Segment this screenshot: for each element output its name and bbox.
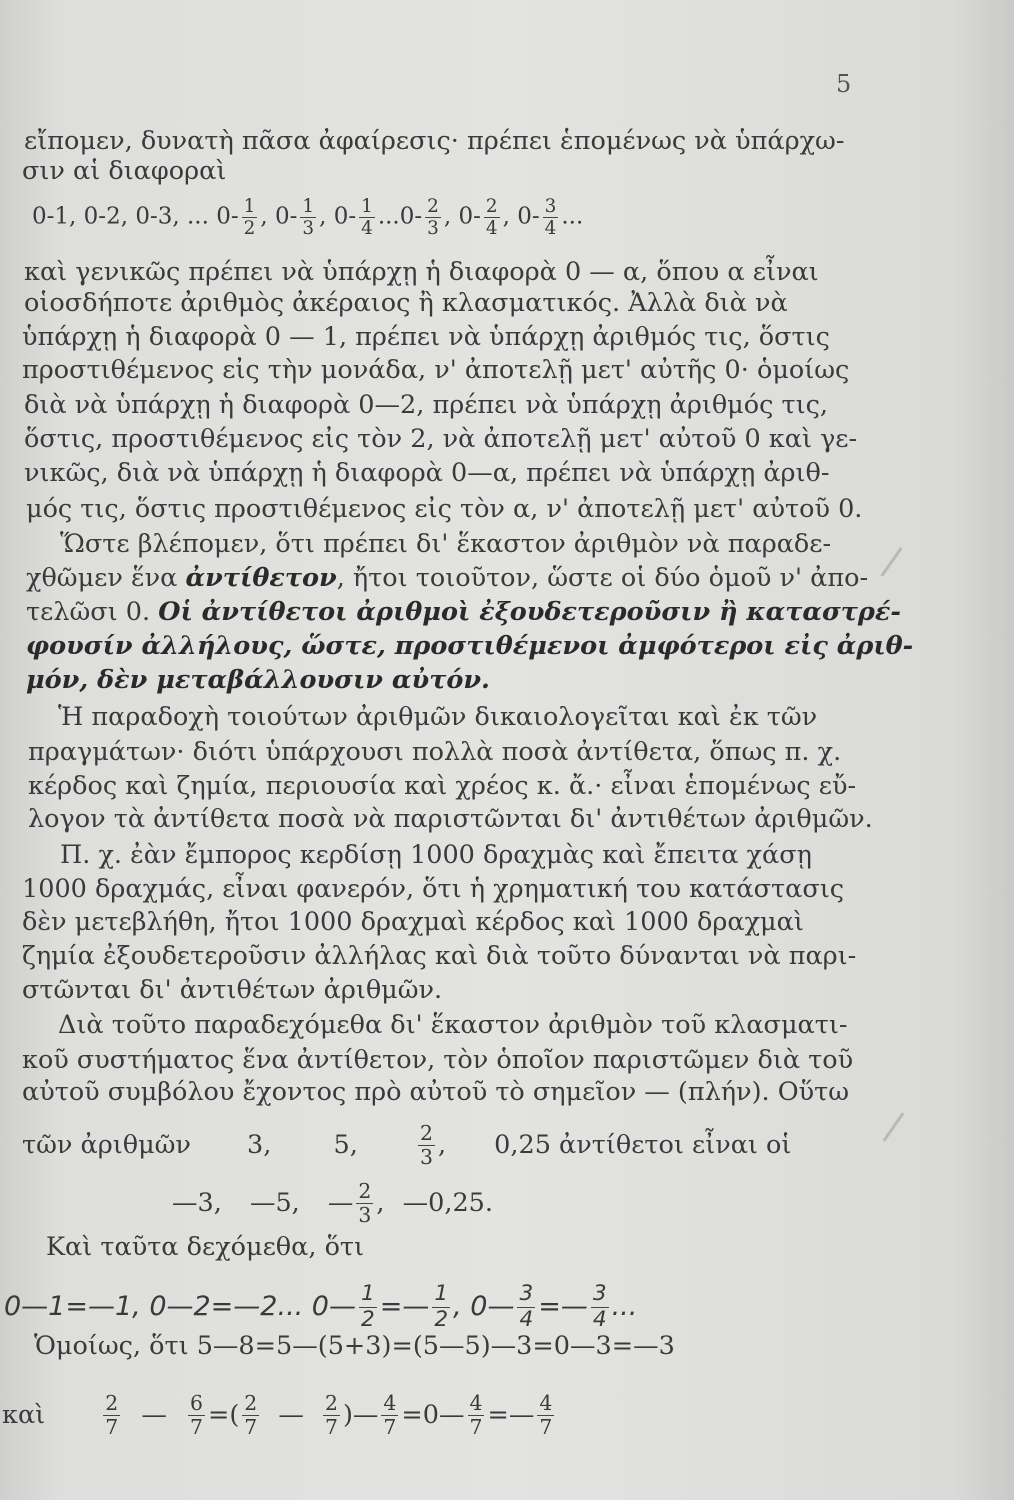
text-line: κέρδος καὶ ζημία, περιουσία καὶ χρέος κ. ἄ.· εἶναι ἑπομένως εὔ- [28,771,857,801]
text-line: Ὁμοίως, ὅτι 5—8=5—(5+3)=(5—5)—3=0—3=—3 [34,1331,675,1361]
definition-text: φουσίν ἀλλήλους, ὥστε, προστιθέμενοι ἀμφότεροι εἰς ἀριθ- [26,631,914,661]
text-line: νικῶς, διὰ νὰ ὑπάρχῃ ἡ διαφορὰ 0—α, πρέπει νὰ ὑπάρχῃ ἀριθ- [24,458,830,488]
text-line: Διὰ τοῦτο παραδεχόμεθα δι' ἕκαστον ἀριθμὸν τοῦ κλασματι- [58,1010,848,1040]
text-line: ὅστις, προστιθέμενος εἰς τὸν 2, νὰ ἀποτελῇ μετ' αὐτοῦ 0 καὶ γε- [24,424,858,454]
emphasis-antitheton: ἀντίθετον [185,563,337,593]
text-line: Ἡ παραδοχὴ τοιούτων ἀριθμῶν δικαιολογεῖται καὶ ἐκ τῶν [58,702,818,732]
text-line: πραγμάτων· διότι ὑπάρχουσι πολλὰ ποσὰ ἀντίθετα, ὅπως π. χ. [28,737,842,767]
text-line: λογον τὰ ἀντίθετα ποσὰ νὰ παριστῶνται δι' ἀντιθέτων ἀριθμῶν. [28,804,873,834]
text-line: διὰ νὰ ὑπάρχῃ ἡ διαφορὰ 0—2, πρέπει νὰ ὑπάρχῃ ἀριθμός τις, [24,390,828,420]
text-line: Ὥστε βλέπομεν, ὅτι πρέπει δι' ἕκαστον ἀριθμὸν νὰ παραδε- [60,529,832,559]
definition-text: μόν, δὲν μεταβάλλουσιν αὐτόν. [26,665,490,695]
equation-differences: 0-1, 0-2, 0-3, ... 0- $\frac{1}{2}$ , 0- $\frac{1}{3}$ , 0- $\frac{1}{4}$ ...0- $\frac{2}{3}$ , 0- $\frac{2}{4}$ , 0- $\frac{3}{4}$ ... [32,196,584,240]
text-line: ζημία ἐξουδετεροῦσιν ἀλλήλας καὶ διὰ τοῦτο δύνανται νὰ παρι- [22,941,857,971]
text-line: αὐτοῦ συμβόλου ἔχοντος πρὸ αὐτοῦ τὸ σημεῖον — (πλήν). Οὕτω [22,1077,850,1107]
text-line: μός τις, ὅστις προστιθέμενος εἰς τὸν α, ν' ἀποτελῇ μετ' αὐτοῦ 0. [26,494,863,524]
text-line: Καὶ ταῦτα δεχόμεθα, ὅτι [46,1232,365,1262]
equation-negatives: —3, —5, — $\frac{2}{3}$ , —0,25. [172,1179,493,1228]
text-line: οἱοσδήποτε ἀριθμὸς ἀκέραιος ἢ κλασματικός. Ἀλλὰ διὰ νὰ [24,288,788,318]
text-line: εἴπομεν, δυνατὴ πᾶσα ἀφαίρεσις· πρέπει ἑπομένως νὰ ὑπάρχω- [24,126,845,156]
equation-sevenths: καὶ $\frac{2}{7}$ — $\frac{6}{7}$ =( $\frac{2}{7}$ — $\frac{2}{7}$ )— $\frac{4}{7}$ =0— $\frac{4}{7}$ =— $\frac{4}{7}$ [2,1391,553,1440]
equation-main: 0—1=—1, 0—2=—2... 0— $\frac{1}{2}$ =— $\frac{1}{2}$ , 0— $\frac{3}{4}$ =— $\frac{3}{4}$ ... [4,1281,638,1332]
text-line: προστιθέμενος εἰς τὴν μονάδα, ν' ἀποτελῇ μετ' αὐτῆς 0· ὁμοίως [22,355,850,385]
definition-text: Οἱ ἀντίθετοι ἀριθμοὶ ἐξουδετεροῦσιν ἢ καταστρέ- [158,597,901,627]
equation-similar: 5—8=5—(5+3)=(5—5)—3=0—3=—3 [196,1331,675,1361]
text-line: 1000 δραχμάς, εἶναι φανερόν, ὅτι ἡ χρηματική του κατάστασις [22,874,845,904]
text-line: Π. χ. ἐὰν ἔμπορος κερδίσῃ 1000 δραχμὰς καὶ ἔπειτα χάσῃ [60,840,812,870]
text-line: καὶ γενικῶς πρέπει νὰ ὑπάρχῃ ἡ διαφορὰ 0 — α, ὅπου α εἶναι [24,257,819,287]
pencil-mark [881,547,903,577]
text-line: στῶνται δι' ἀντιθέτων ἀριθμῶν. [22,975,443,1005]
text-line: ὑπάρχῃ ἡ διαφορὰ 0 — 1, πρέπει νὰ ὑπάρχῃ ἀριθμός τις, ὅστις [22,322,830,352]
text-line: χθῶμεν ἕνα ἀντίθετον, ἤτοι τοιοῦτον, ὥστε οἱ δύο ὁμοῦ ν' ἀπο- [26,563,869,593]
text-line: τῶν ἀριθμῶν 3, 5, $\frac{2}{3}$ , 0,25 ἀντίθετοι εἶναι οἱ [22,1121,792,1170]
text-line: δὲν μετεβλήθη, ἤτοι 1000 δραχμαὶ κέρδος καὶ 1000 δραχμαὶ [22,907,804,937]
pencil-mark [883,1112,905,1142]
text-line: τελῶσι 0. Οἱ ἀντίθετοι ἀριθμοὶ ἐξουδετεροῦσιν ἢ καταστρέ- [26,597,901,627]
page-number: 5 [836,70,852,98]
text-line: κοῦ συστήματος ἕνα ἀντίθετον, τὸν ὁποῖον παριστῶμεν διὰ τοῦ [22,1045,854,1075]
text-line: σιν αἱ διαφοραὶ [22,156,227,186]
